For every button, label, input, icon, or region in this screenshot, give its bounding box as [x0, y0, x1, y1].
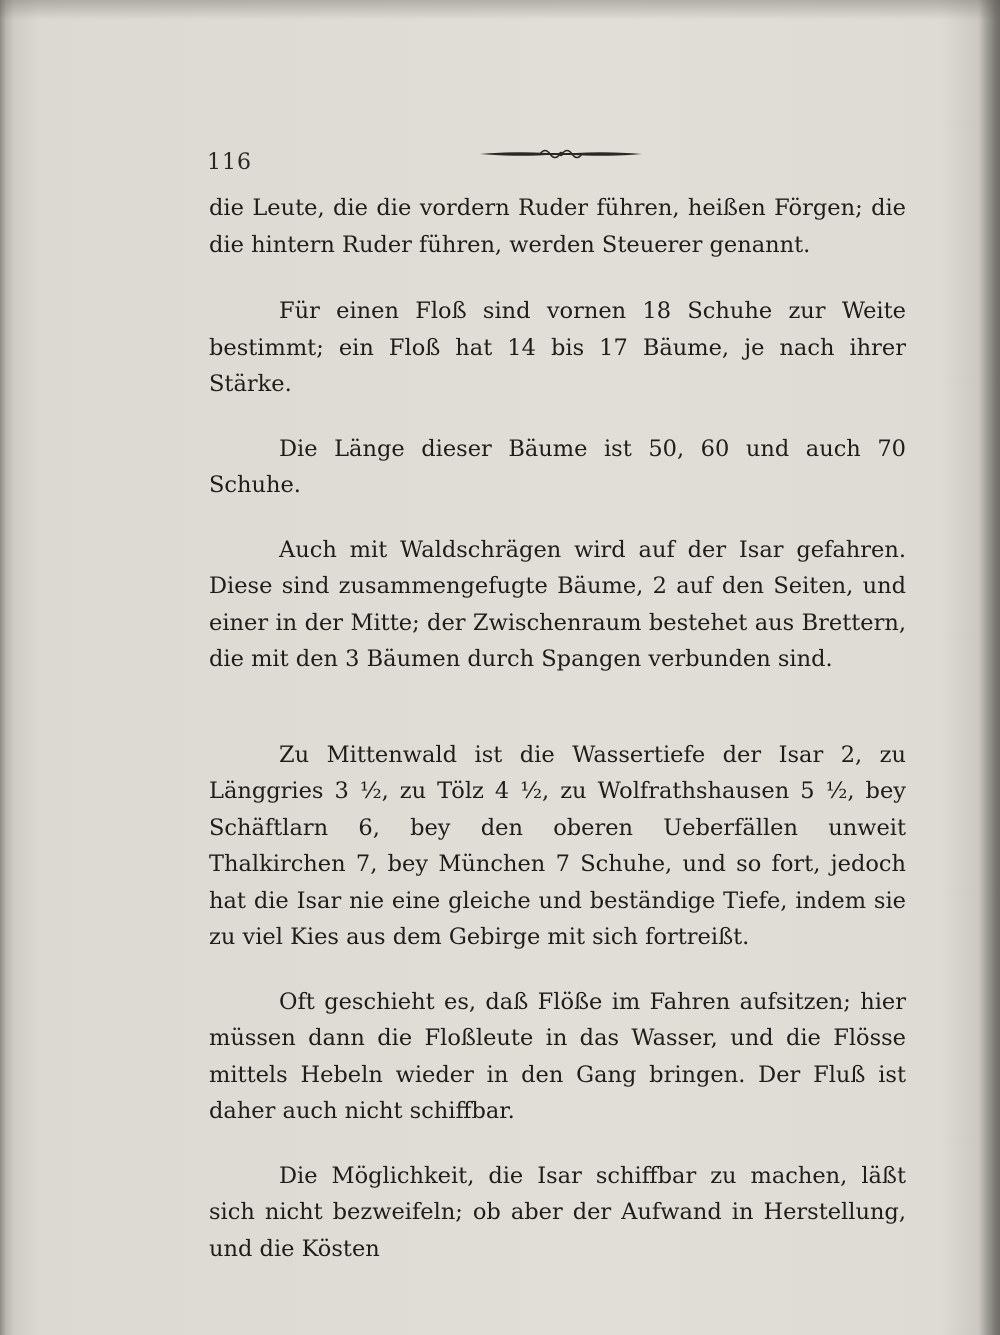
paragraph-7: Die Möglichkeit, die Isar schiffbar zu machen, läßt sich nicht bezweifeln; ob aber der Aufwand in Herstellung, und die Kösten [209, 1162, 906, 1262]
main-text [209, 190, 906, 1267]
paragraph-4: Auch mit Waldschrägen wird auf der Isar gefahren. Diese sind zusammengefugte Bäume, 2 auf den Seiten, und einer in der Mitte; der Zwischenraum bestehet aus Brettern, die mit den 3 Bäumen durch Spangen verbunden sind. [209, 536, 906, 672]
paragraph-5: Zu Mittenwald ist die Wassertiefe der Isar 2, zu Länggries 3 ½, zu Tölz 4 ½, zu Wolfrathshausen 5 ½, bey Schäftlarn 6, bey den oberen Ueberfällen unweit Thalkirchen 7, bey München 7 Schuhe, und so fort, jedoch hat die Isar nie eine gleiche und beständige Tiefe, indem sie zu viel Kies aus dem Gebirge mit sich fortreißt. [209, 741, 906, 950]
paragraph-1: die Leute, die die vordern Ruder führen, heißen Förgen; die die hintern Ruder führen, werden Steuerer genannt. [209, 195, 906, 258]
page-number: 116 [207, 150, 252, 175]
paragraph-6: Oft geschieht es, daß Flöße im Fahren aufsitzen; hier müssen dann die Floßleute in das Wasser, und die Flösse mittels Hebeln wieder in den Gang bringen. Der Fluß ist daher auch nicht schiffbar. [209, 988, 906, 1124]
page-edge-shadow [978, 0, 1000, 1335]
paragraph-3: Die Länge dieser Bäume ist 50, 60 und auch 70 Schuhe. [209, 435, 906, 498]
paragraph-2: Für einen Floß sind vornen 18 Schuhe zur Weite bestimmt; ein Floß hat 14 bis 17 Bäume, je nach ihrer Stärke. [209, 298, 906, 397]
header-ornament [478, 142, 644, 166]
